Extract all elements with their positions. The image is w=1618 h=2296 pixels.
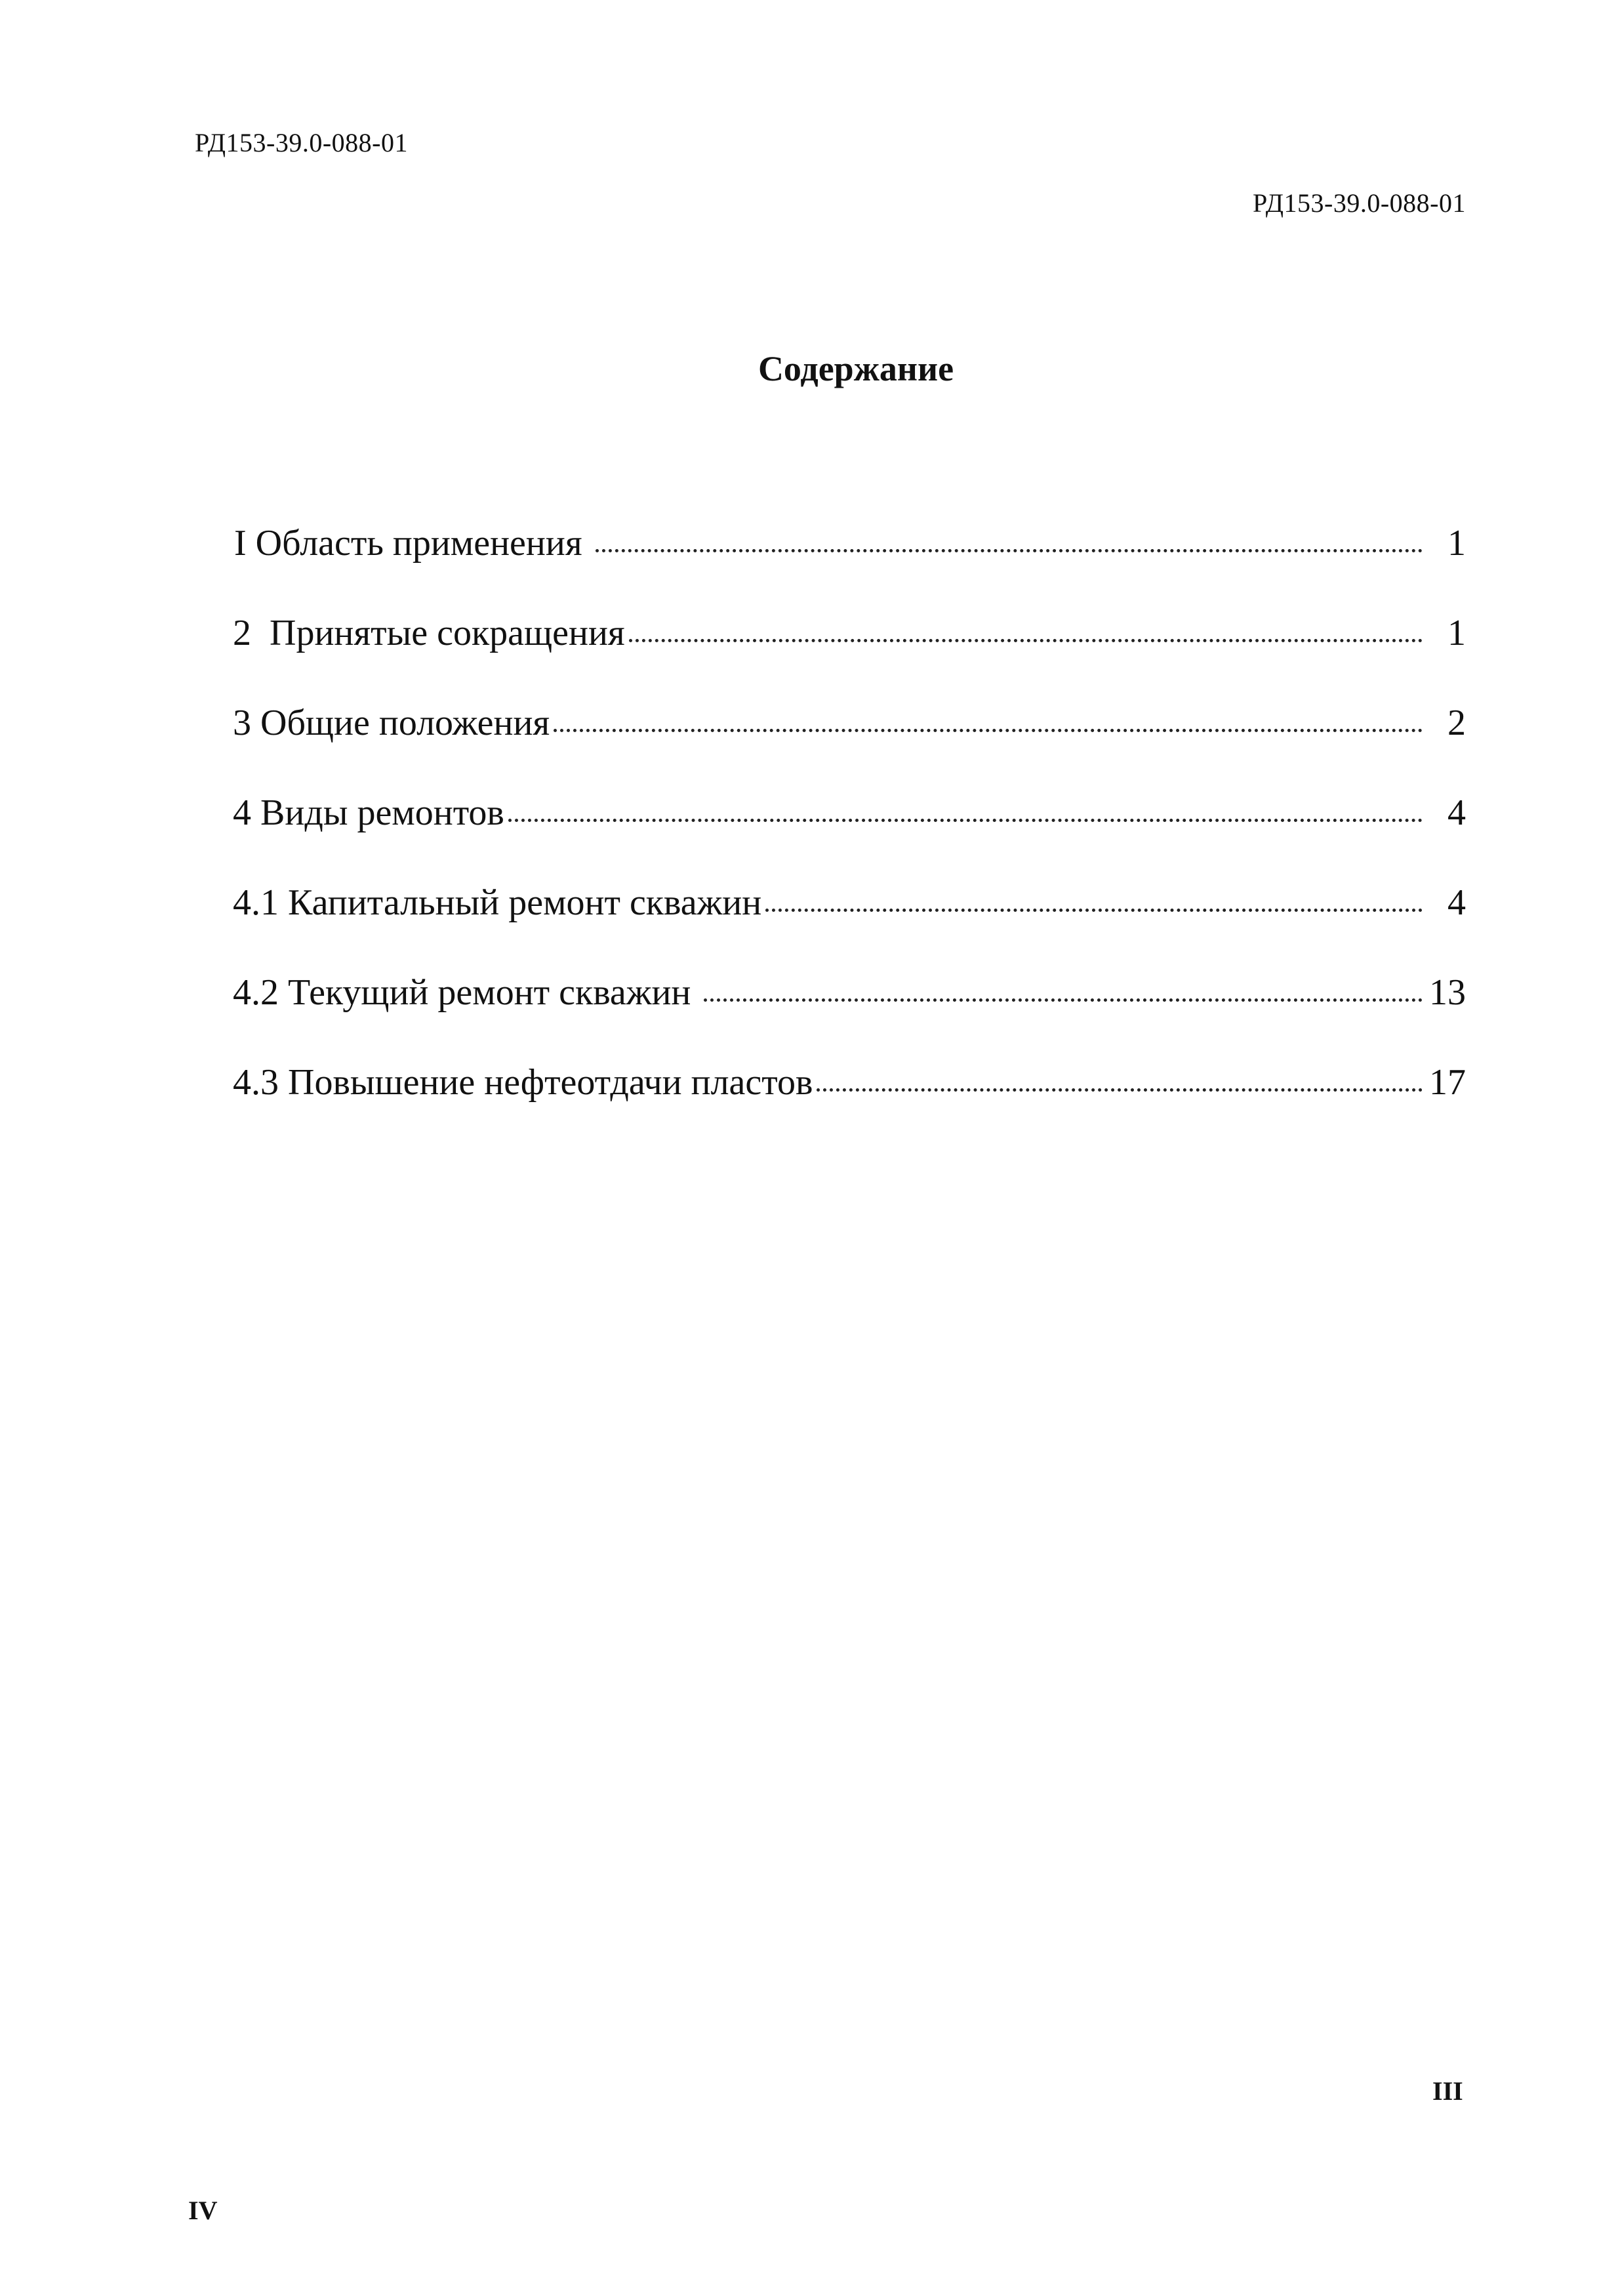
toc-title: Содержание [758,349,954,388]
toc-item-page: 4 [1447,882,1466,923]
toc-dot-leader [508,819,1423,822]
toc-item-label: 2 Принятые сокращения [233,613,625,653]
toc-dot-leader [596,549,1423,552]
toc-item-label: I Область применения [234,523,592,564]
toc-dot-leader [554,729,1423,732]
toc-item-page: 4 [1447,792,1466,833]
toc-item-major-repair[interactable] [233,884,1466,974]
toc-item-page: 2 [1447,703,1466,743]
document-code-left: РД153-39.0-088-01 [195,128,408,157]
toc-item-label: 4.2 Текущий ремонт скважин [233,972,700,1013]
toc-dot-leader [629,639,1423,642]
toc-dot-leader [704,998,1423,1002]
page-number-right: III [1432,2076,1463,2106]
toc-item-label: 4 Виды ремонтов [233,792,504,833]
document-code-right: РД153-39.0-088-01 [1253,188,1466,218]
toc-item-page: 13 [1429,972,1466,1013]
page-number-left: IV [188,2196,218,2225]
toc-item-general[interactable] [233,705,1466,794]
toc-item-page: 17 [1429,1062,1466,1103]
toc-item-label: 3 Общие положения [233,703,550,743]
toc-item-scope[interactable] [234,525,1466,615]
table-of-contents [233,525,1466,1154]
toc-item-label: 4.3 Повышение нефтеотдачи пластов [233,1062,813,1103]
toc-item-oil-recovery[interactable] [233,1064,1466,1154]
toc-item-page: 1 [1447,523,1466,564]
toc-dot-leader [817,1088,1423,1092]
toc-item-current-repair[interactable] [233,974,1466,1064]
toc-item-label: 4.1 Капитальный ремонт скважин [233,882,762,923]
toc-dot-leader [765,909,1423,912]
toc-item-abbreviations[interactable] [233,615,1466,705]
toc-item-page: 1 [1447,613,1466,653]
toc-item-repair-types[interactable] [233,794,1466,884]
